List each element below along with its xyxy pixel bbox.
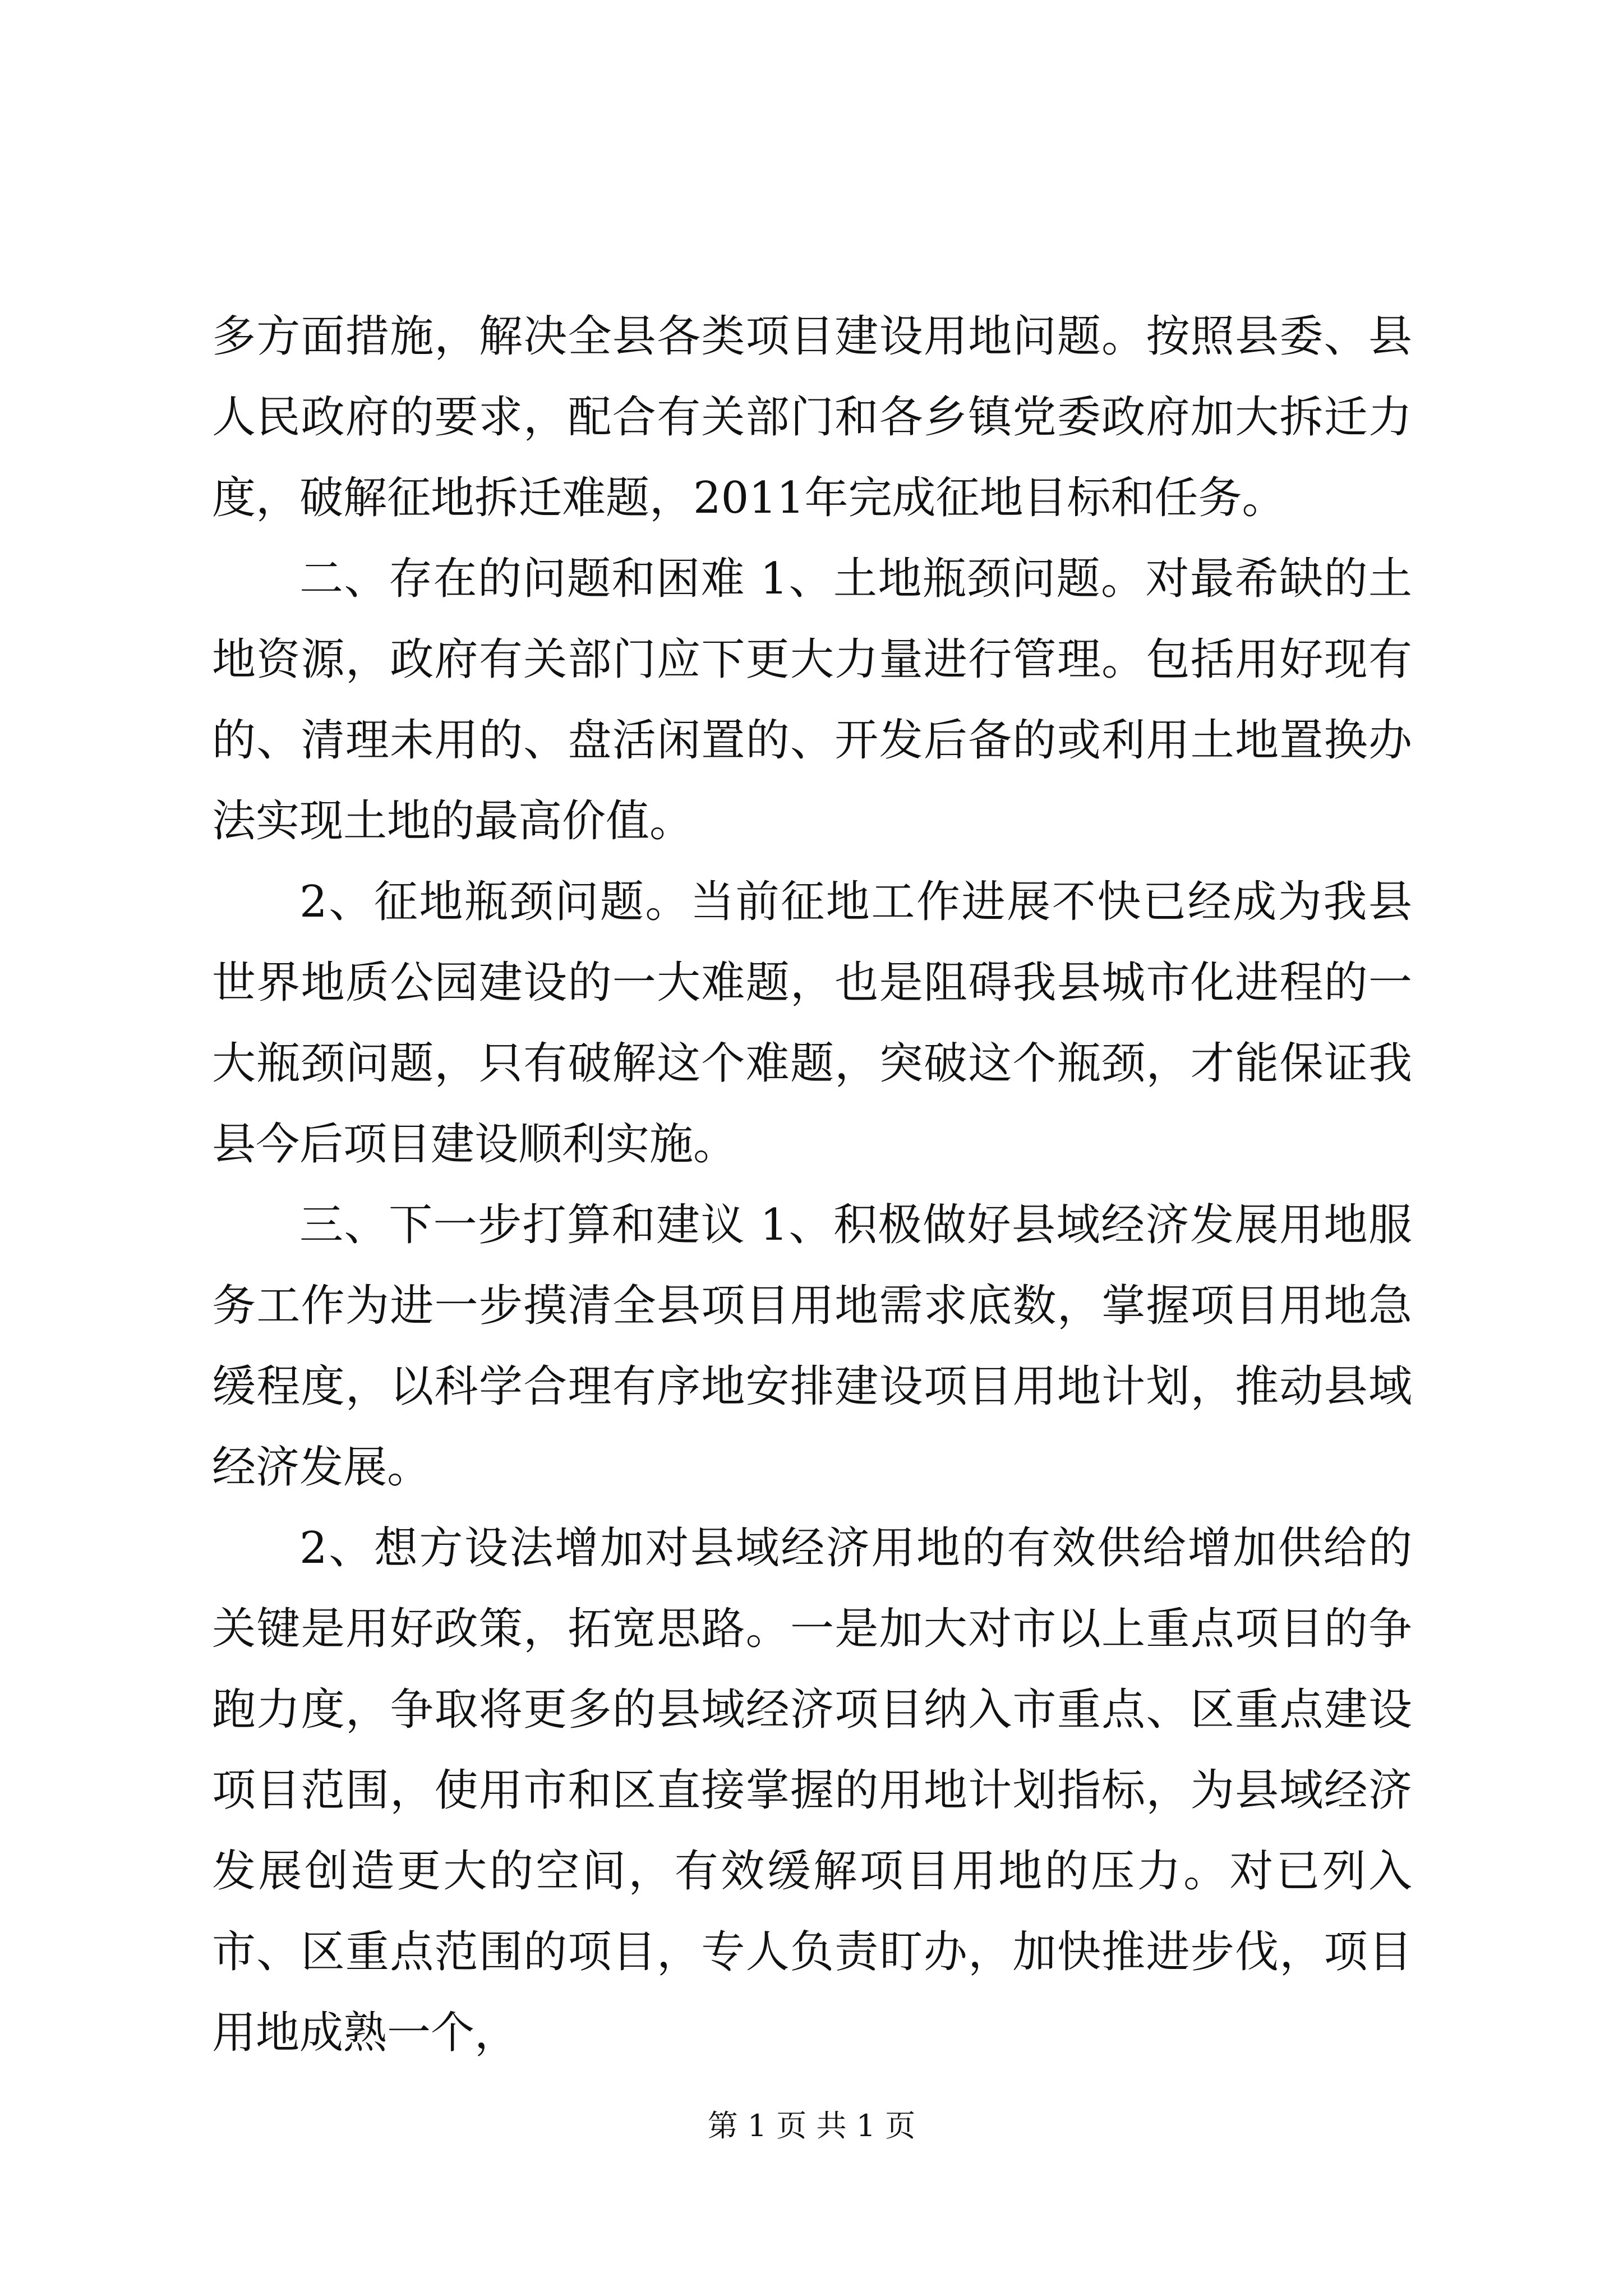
paragraph-5: 2、想方设法增加对县域经济用地的有效供给增加供给的关键是用好政策，拓宽思路。一是加大对市以上重点项目的争跑力度，争取将更多的县域经济项目纳入市重点、区重点建设项目范围，使用市和区直接掌握的用地计划指标，为县域经济发展创造更大的空间，有效缓解项目用地的压力。对已列入市、区重点范围的项目，专人负责盯办，加快推进步伐，项目用地成熟一个， xyxy=(212,1523,1412,2058)
document-body xyxy=(212,296,1412,2073)
paragraph-1: 多方面措施，解决全县各类项目建设用地问题。按照县委、县人民政府的要求，配合有关部门和各乡镇党委政府加大拆迁力度，破解征地拆迁难题，2011年完成征地目标和任务。 xyxy=(212,311,1412,523)
paragraph-4: 三、下一步打算和建议 1、积极做好县域经济发展用地服务工作为进一步摸清全县项目用地需求底数，掌握项目用地急缓程度，以科学合理有序地安排建设项目用地计划，推动县域经济发展。 xyxy=(212,1200,1412,1493)
page-footer: 第 1 页 共 1 页 xyxy=(707,2108,916,2143)
paragraph-2: 二、存在的问题和困难 1、土地瓶颈问题。对最希缺的土地资源，政府有关部门应下更大力量进行管理。包括用好现有的、清理未用的、盘活闲置的、开发后备的或利用土地置换办法实现土地的最高价值。 xyxy=(212,554,1412,846)
paragraph-3: 2、征地瓶颈问题。当前征地工作进展不快已经成为我县世界地质公园建设的一大难题，也是阻碍我县城市化进程的一大瓶颈问题，只有破解这个难题，突破这个瓶颈，才能保证我县今后项目建设顺利实施。 xyxy=(212,877,1412,1170)
